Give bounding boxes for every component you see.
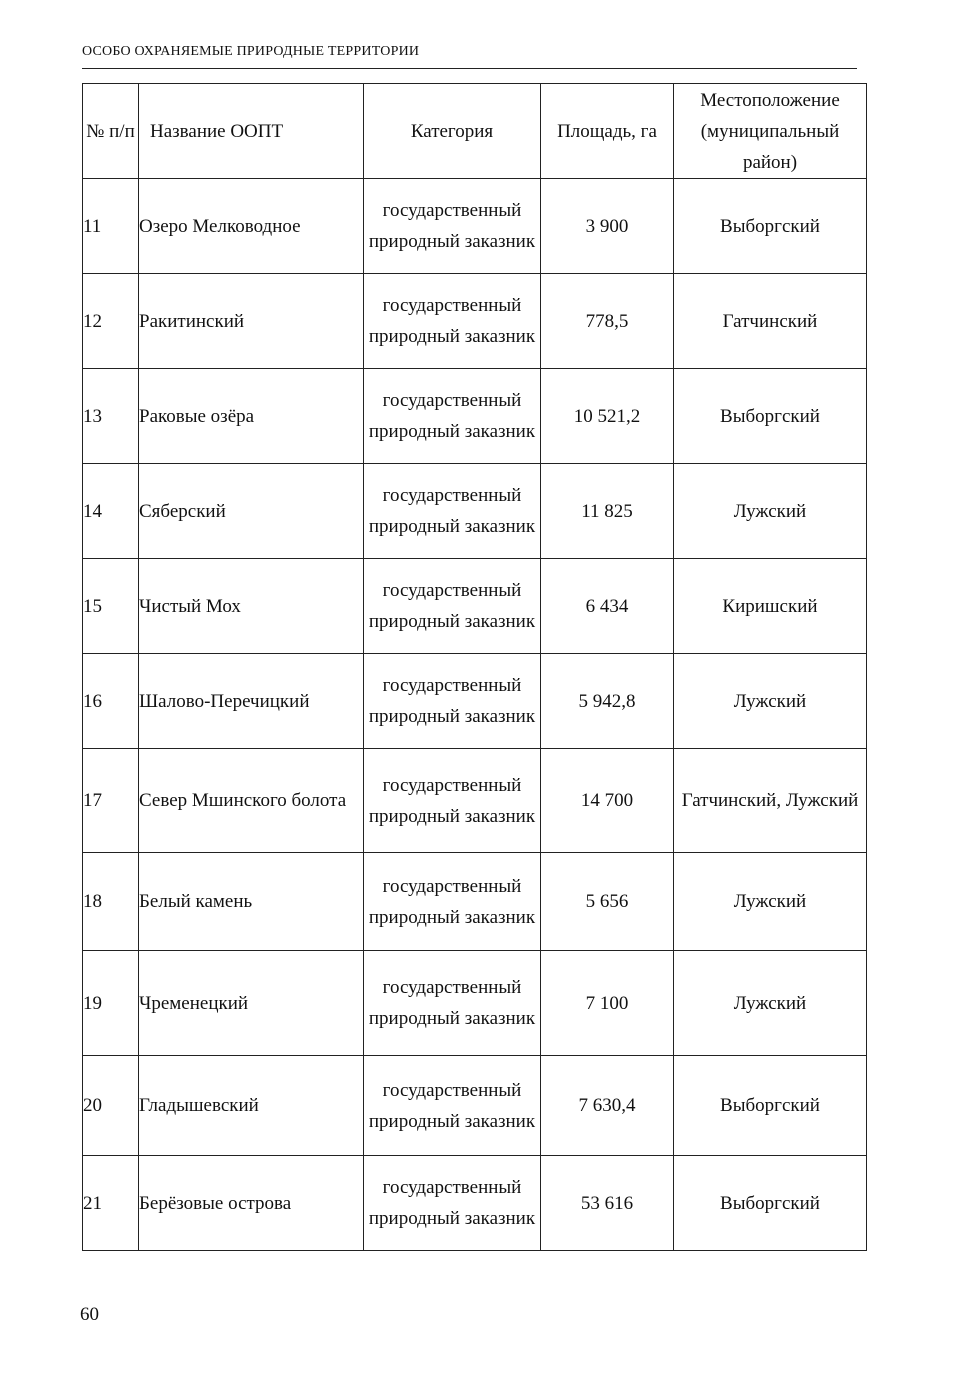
table-row — [83, 749, 867, 853]
oopt-name: Белый камень — [139, 853, 364, 951]
oopt-location: Лужский — [674, 464, 867, 559]
oopt-location: Выборгский — [674, 179, 867, 274]
table-row — [83, 1156, 867, 1251]
oopt-name: Сяберский — [139, 464, 364, 559]
table-row — [83, 951, 867, 1056]
row-number: 15 — [83, 559, 139, 654]
row-number: 19 — [83, 951, 139, 1056]
oopt-name: Ракитинский — [139, 274, 364, 369]
row-number: 13 — [83, 369, 139, 464]
oopt-area: 7 100 — [541, 951, 674, 1056]
oopt-location: Лужский — [674, 853, 867, 951]
oopt-area: 10 521,2 — [541, 369, 674, 464]
table-row — [83, 464, 867, 559]
row-number: 18 — [83, 853, 139, 951]
oopt-category: государственный природный заказник — [364, 274, 541, 369]
oopt-area: 53 616 — [541, 1156, 674, 1251]
table-row — [83, 274, 867, 369]
row-number: 17 — [83, 749, 139, 853]
table-body — [83, 179, 867, 1251]
row-number: 16 — [83, 654, 139, 749]
row-number: 21 — [83, 1156, 139, 1251]
table-row — [83, 369, 867, 464]
oopt-name: Озеро Мелководное — [139, 179, 364, 274]
table-row — [83, 1056, 867, 1156]
col-header-category: Категория — [364, 84, 541, 179]
oopt-name: Берёзовые острова — [139, 1156, 364, 1251]
oopt-name: Раковые озёра — [139, 369, 364, 464]
oopt-category: государственный природный заказник — [364, 654, 541, 749]
row-number: 12 — [83, 274, 139, 369]
oopt-area: 5 942,8 — [541, 654, 674, 749]
oopt-category: государственный природный заказник — [364, 951, 541, 1056]
oopt-area: 3 900 — [541, 179, 674, 274]
oopt-category: государственный природный заказник — [364, 369, 541, 464]
oopt-category: государственный природный заказник — [364, 464, 541, 559]
oopt-location: Гатчинский, Лужский — [674, 749, 867, 853]
oopt-area: 11 825 — [541, 464, 674, 559]
table-row — [83, 853, 867, 951]
header-rule — [82, 68, 857, 69]
oopt-table — [82, 83, 867, 1251]
oopt-area: 778,5 — [541, 274, 674, 369]
page-number: 60 — [80, 1304, 99, 1325]
table-row — [83, 179, 867, 274]
oopt-location: Выборгский — [674, 1056, 867, 1156]
oopt-category: государственный природный заказник — [364, 1056, 541, 1156]
row-number: 11 — [83, 179, 139, 274]
row-number: 20 — [83, 1056, 139, 1156]
oopt-location: Лужский — [674, 951, 867, 1056]
oopt-name: Шалово-Перечицкий — [139, 654, 364, 749]
oopt-category: государственный природный заказник — [364, 1156, 541, 1251]
table-header-row — [83, 84, 867, 179]
oopt-area: 6 434 — [541, 559, 674, 654]
oopt-location: Лужский — [674, 654, 867, 749]
oopt-area: 7 630,4 — [541, 1056, 674, 1156]
oopt-name: Север Мшинского болота — [139, 749, 364, 853]
col-header-area: Площадь, га — [541, 84, 674, 179]
row-number: 14 — [83, 464, 139, 559]
oopt-category: государственный природный заказник — [364, 853, 541, 951]
oopt-name: Чременецкий — [139, 951, 364, 1056]
oopt-area: 5 656 — [541, 853, 674, 951]
col-header-name: Название ООПТ — [139, 84, 364, 179]
col-header-num: № п/п — [83, 84, 139, 179]
oopt-location: Выборгский — [674, 1156, 867, 1251]
oopt-category: государственный природный заказник — [364, 179, 541, 274]
table-row — [83, 654, 867, 749]
oopt-category: государственный природный заказник — [364, 749, 541, 853]
oopt-location: Гатчинский — [674, 274, 867, 369]
oopt-location: Киришский — [674, 559, 867, 654]
table-row — [83, 559, 867, 654]
oopt-area: 14 700 — [541, 749, 674, 853]
oopt-name: Чистый Мох — [139, 559, 364, 654]
oopt-category: государственный природный заказник — [364, 559, 541, 654]
running-header: ОСОБО ОХРАНЯЕМЫЕ ПРИРОДНЫЕ ТЕРРИТОРИИ — [82, 44, 420, 59]
col-header-location: Местоположение (муниципальный район) — [674, 84, 867, 179]
oopt-name: Гладышевский — [139, 1056, 364, 1156]
oopt-location: Выборгский — [674, 369, 867, 464]
